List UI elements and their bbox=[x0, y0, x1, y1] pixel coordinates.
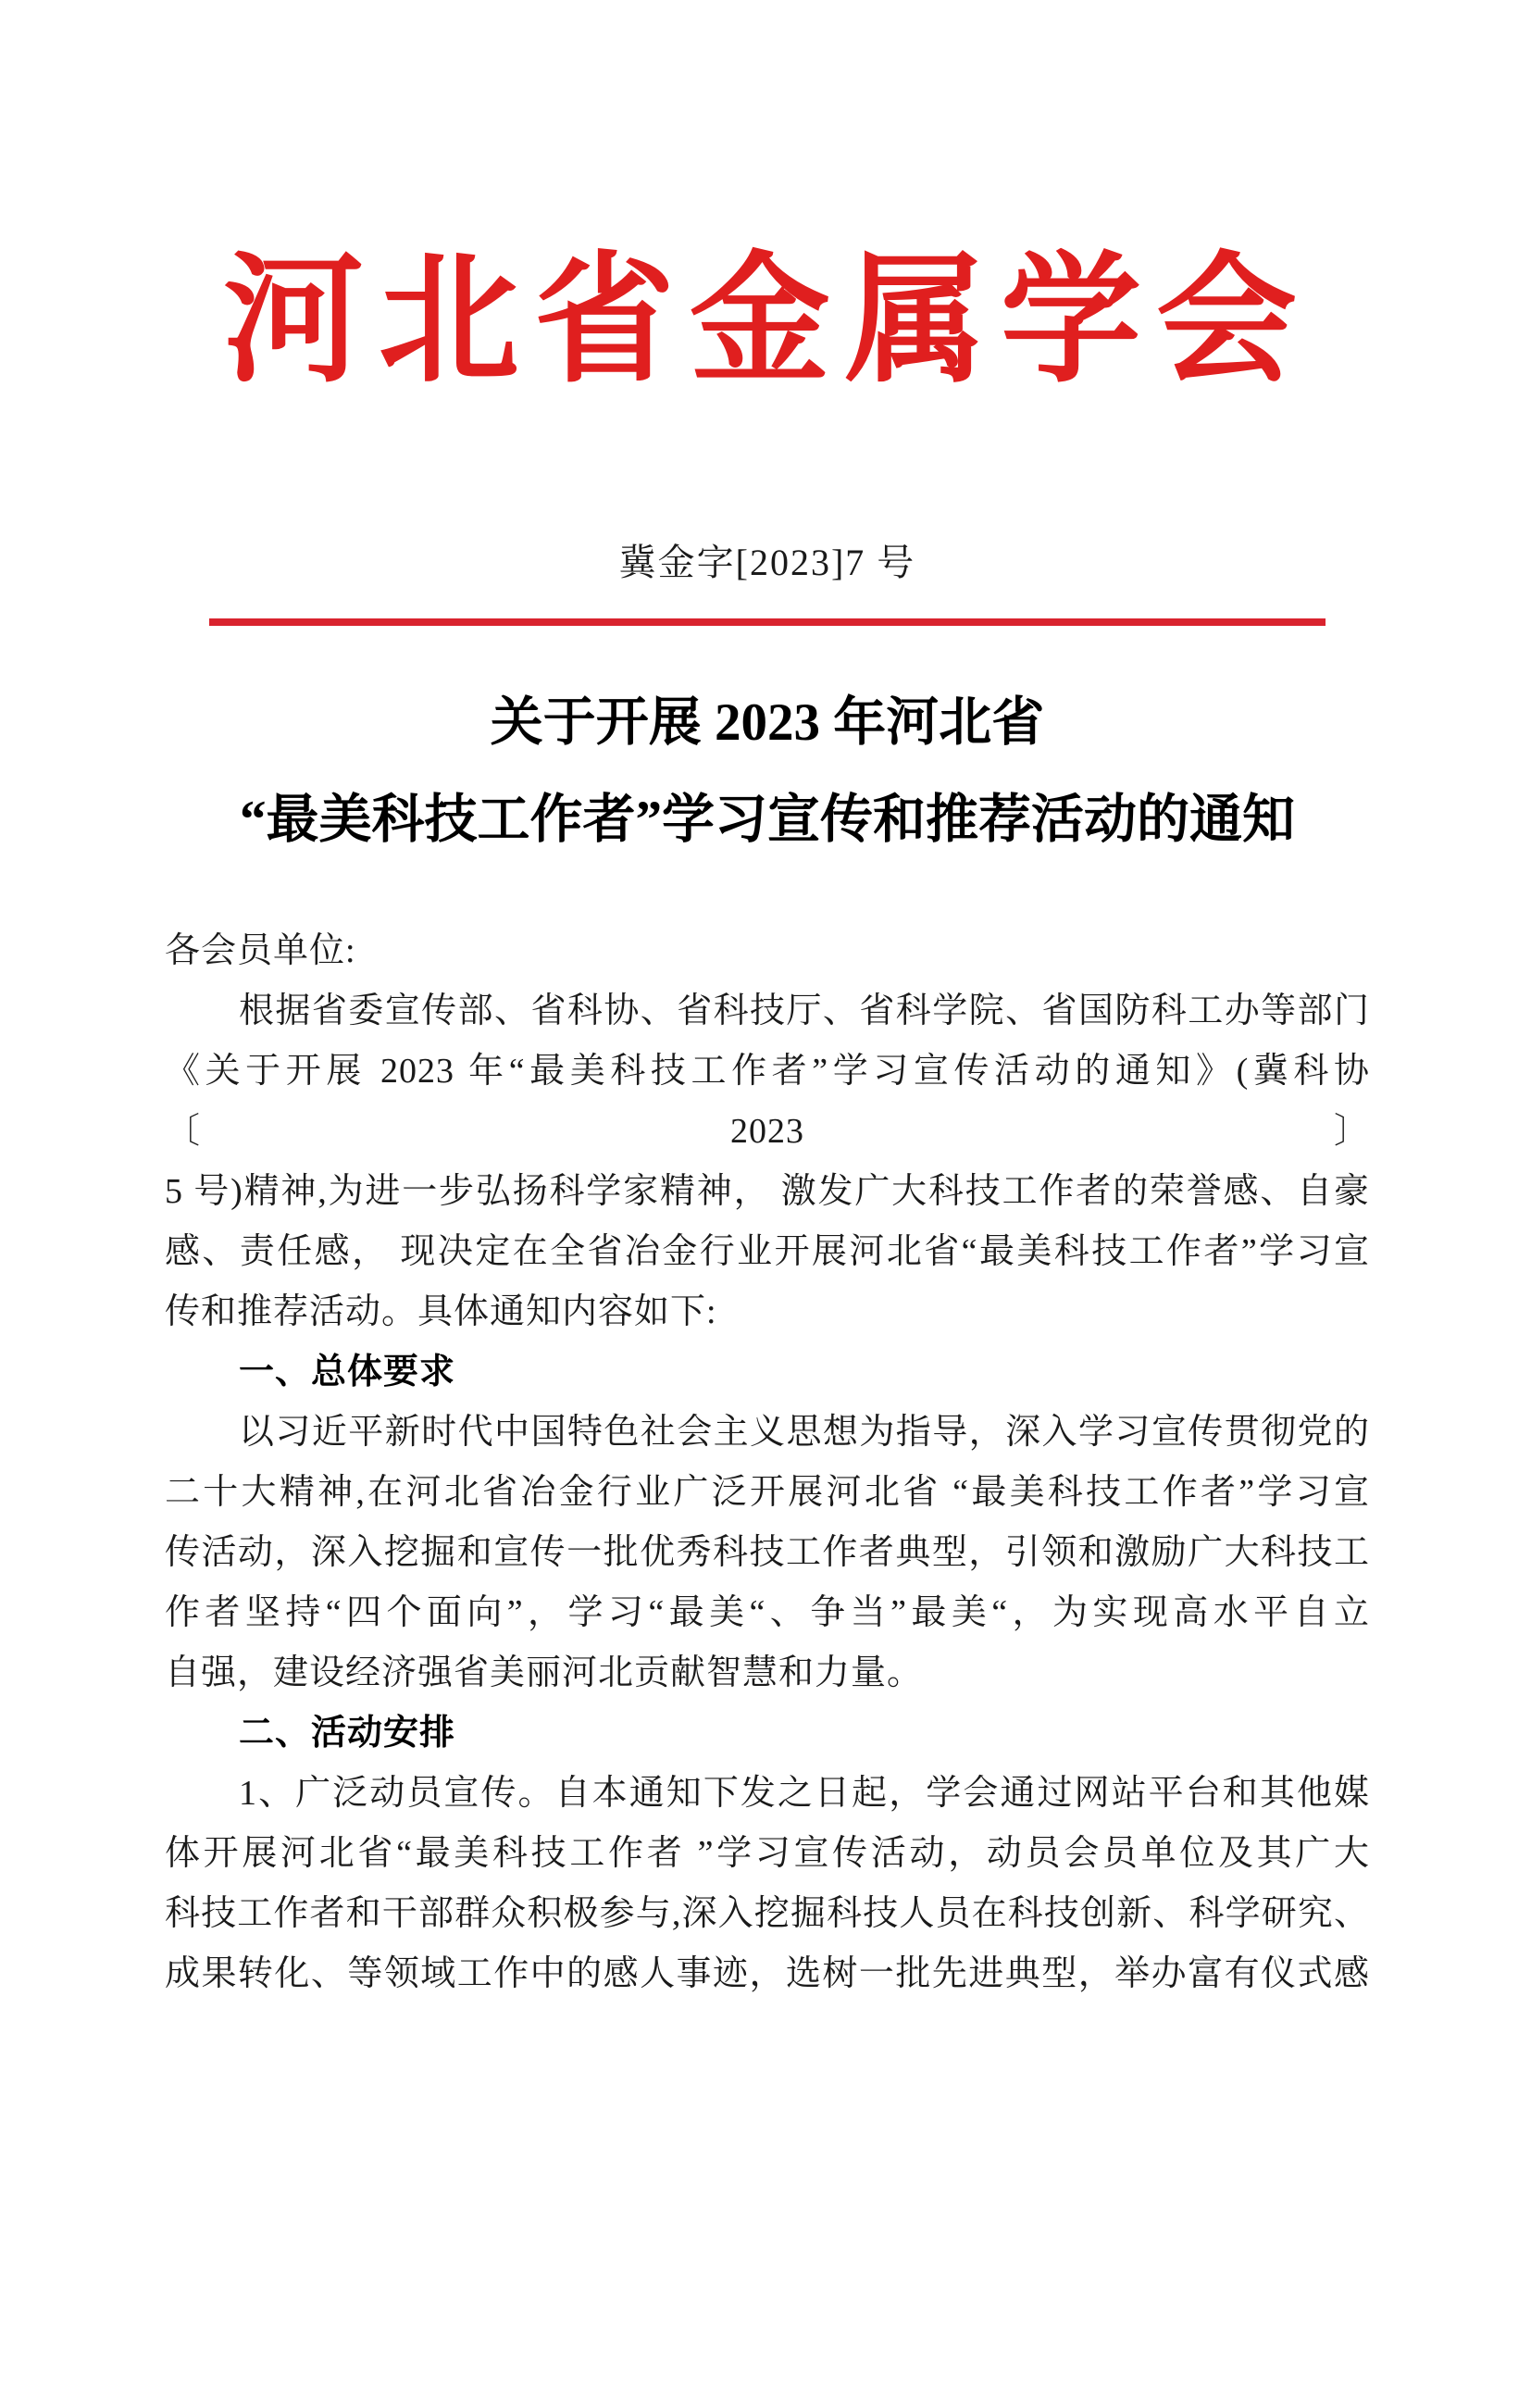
paragraph-first-line: 1、广泛动员宣传。自本通知下发之日起，学会通过网站平台和其他媒 bbox=[239, 1774, 1370, 1813]
paragraph-first-line: 根据省委宣传部、省科协、省科技厅、省科学院、省国防科工办等部门 bbox=[239, 992, 1370, 1030]
section-heading: 二、活动安排 bbox=[239, 1714, 456, 1753]
paragraph-line: 作者坚持“四个面向”，学习“最美“、争当”最美“，为实现高水平自立 bbox=[165, 1593, 1370, 1632]
document-title bbox=[165, 674, 1370, 868]
doc-number: 冀金字[2023]7 号 bbox=[618, 542, 916, 583]
paragraph-last-line: 传和推荐活动。具体通知内容如下: bbox=[165, 1292, 717, 1331]
document-page bbox=[0, 243, 1531, 2408]
document-title-line-2: “最美科技工作者”学习宣传和推荐活动的通知 bbox=[240, 791, 1295, 849]
paragraph-line: 《关于开展 2023 年“最美科技工作者”学习宣传活动的通知》(冀科协〔2023〕 bbox=[165, 1052, 1370, 1151]
paragraph-line: 传活动，深入挖掘和宣传一批优秀科技工作者典型，引领和激励广大科技工 bbox=[165, 1533, 1370, 1572]
paragraph-line: 科技工作者和干部群众积极参与,深入挖掘科技人员在科技创新、科学研究、 bbox=[165, 1894, 1370, 1933]
paragraph-last-line: 自强，建设经济强省美丽河北贡献智慧和力量。 bbox=[165, 1653, 924, 1692]
red-divider-line bbox=[209, 618, 1326, 626]
paragraph-line: 体开展河北省“最美科技工作者 ”学习宣传活动，动员会员单位及其广大 bbox=[165, 1834, 1370, 1873]
paragraph-line: 感、责任感， 现决定在全省冶金行业开展河北省“最美科技工作者”学习宣 bbox=[165, 1232, 1370, 1271]
section-heading: 一、总体要求 bbox=[239, 1353, 456, 1391]
document-body bbox=[165, 921, 1370, 2004]
paragraph-line: 5 号)精神,为进一步弘扬科学家精神， 激发广大科技工作者的荣誉感、自豪 bbox=[165, 1172, 1370, 1211]
salutation-line: 各会员单位: bbox=[165, 931, 356, 970]
paragraph-line: 成果转化、等领域工作中的感人事迹，选树一批先进典型，举办富有仪式感 bbox=[165, 1954, 1370, 1993]
paragraph-line: 二十大精神,在河北省冶金行业广泛开展河北省 “最美科技工作者”学习宣 bbox=[165, 1473, 1370, 1512]
document-title-line-1: 关于开展 2023 年河北省 bbox=[490, 693, 1045, 752]
paragraph-first-line: 以习近平新时代中国特色社会主义思想为指导，深入学习宣传贯彻党的 bbox=[239, 1413, 1370, 1452]
letterhead-org-name: 河北省金属学会 bbox=[223, 243, 1312, 399]
